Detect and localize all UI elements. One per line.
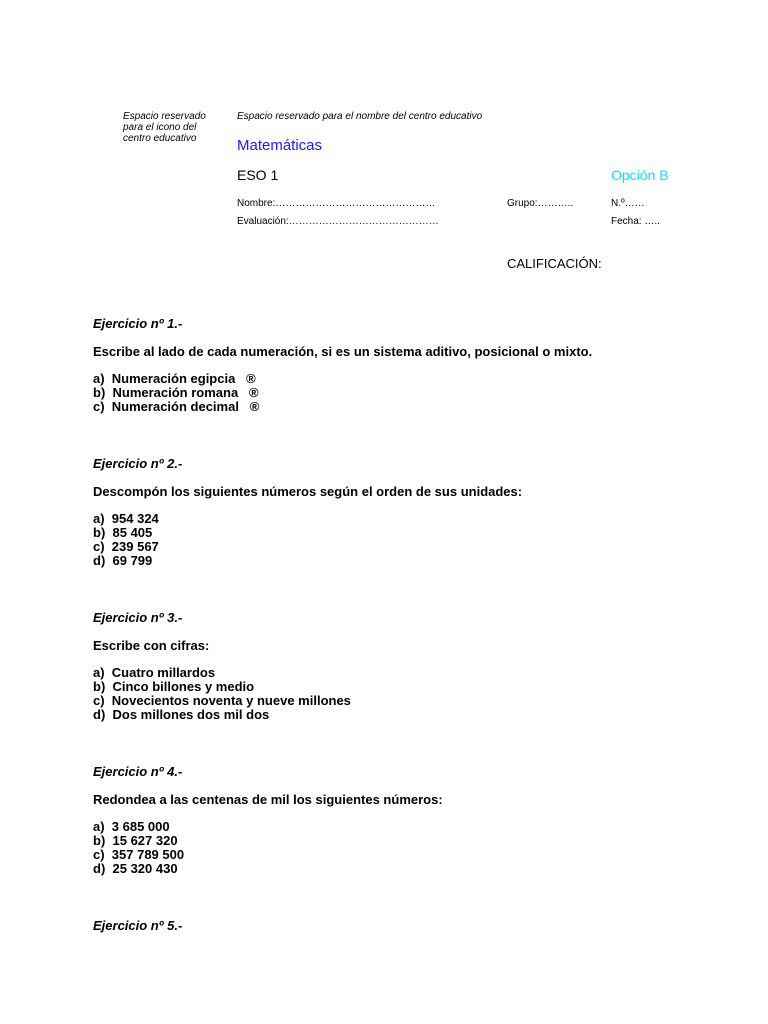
- list-item: b) 85 405: [93, 525, 153, 540]
- list-item: a) 3 685 000: [93, 819, 170, 834]
- exercise-list: [93, 316, 733, 946]
- exercise-gap: [93, 722, 733, 764]
- list-item: b) Numeración romana ®: [93, 385, 259, 400]
- list-item: a) Cuatro millardos: [93, 665, 216, 680]
- group-field: Grupo:………..: [507, 198, 574, 209]
- exercise-title: Ejercicio nº 3.-: [93, 610, 183, 625]
- exercise-title: Ejercicio nº 5.-: [93, 918, 183, 933]
- exercise-3: [93, 610, 733, 722]
- option-label: Opción B: [611, 167, 669, 183]
- exercise-gap: [93, 876, 733, 918]
- evaluation-field: Evaluación:………………………………………: [237, 216, 439, 227]
- name-field: Nombre:…………………………………………: [237, 198, 436, 209]
- number-field: N.º……: [611, 198, 645, 209]
- exercise-5: [93, 918, 733, 933]
- list-item: b) Cinco billones y medio: [93, 679, 255, 694]
- exercise-items: [93, 820, 733, 876]
- exercise-title: Ejercicio nº 2.-: [93, 456, 183, 471]
- exercise-items: [93, 666, 733, 722]
- list-item: c) 357 789 500: [93, 847, 185, 862]
- exercise-gap: [93, 568, 733, 610]
- exercise-1: [93, 316, 733, 414]
- logo-placeholder-line: Espacio reservado: [123, 111, 206, 122]
- exercise-statement: Escribe al lado de cada numeración, si es un sistema aditivo, posicional o mixto.: [93, 344, 593, 359]
- subject-title: Matemáticas: [237, 137, 323, 154]
- date-field: Fecha: …..: [611, 216, 660, 227]
- exercise-statement: Descompón los siguientes números según el orden de sus unidades:: [93, 484, 523, 499]
- exercise-4: [93, 764, 733, 876]
- exercise-statement: Redondea a las centenas de mil los siguientes números:: [93, 792, 443, 807]
- list-item: d) 25 320 430: [93, 861, 178, 876]
- list-item: d) Dos millones dos mil dos: [93, 707, 270, 722]
- list-item: a) Numeración egipcia ®: [93, 371, 256, 386]
- list-item: c) 239 567: [93, 539, 159, 554]
- grade-label: CALIFICACIÓN:: [507, 256, 602, 271]
- logo-placeholder-line: centro educativo: [123, 133, 197, 144]
- exercise-title: Ejercicio nº 4.-: [93, 764, 183, 779]
- exercise-items: [93, 512, 733, 568]
- list-item: c) Numeración decimal ®: [93, 399, 260, 414]
- exercise-title: Ejercicio nº 1.-: [93, 316, 183, 331]
- logo-placeholder-line: para el icono del: [123, 122, 197, 133]
- list-item: b) 15 627 320: [93, 833, 178, 848]
- list-item: d) 69 799: [93, 553, 153, 568]
- exercise-items: [93, 372, 733, 414]
- list-item: a) 954 324: [93, 511, 159, 526]
- school-name-placeholder: Espacio reservado para el nombre del centro educativo: [237, 111, 483, 122]
- exercise-statement: Escribe con cifras:: [93, 638, 210, 653]
- exercise-gap: [93, 414, 733, 456]
- exercise-2: [93, 456, 733, 568]
- list-item: c) Novecientos noventa y nueve millones: [93, 693, 351, 708]
- logo-placeholder: [123, 111, 218, 144]
- course-label: ESO 1: [237, 167, 279, 183]
